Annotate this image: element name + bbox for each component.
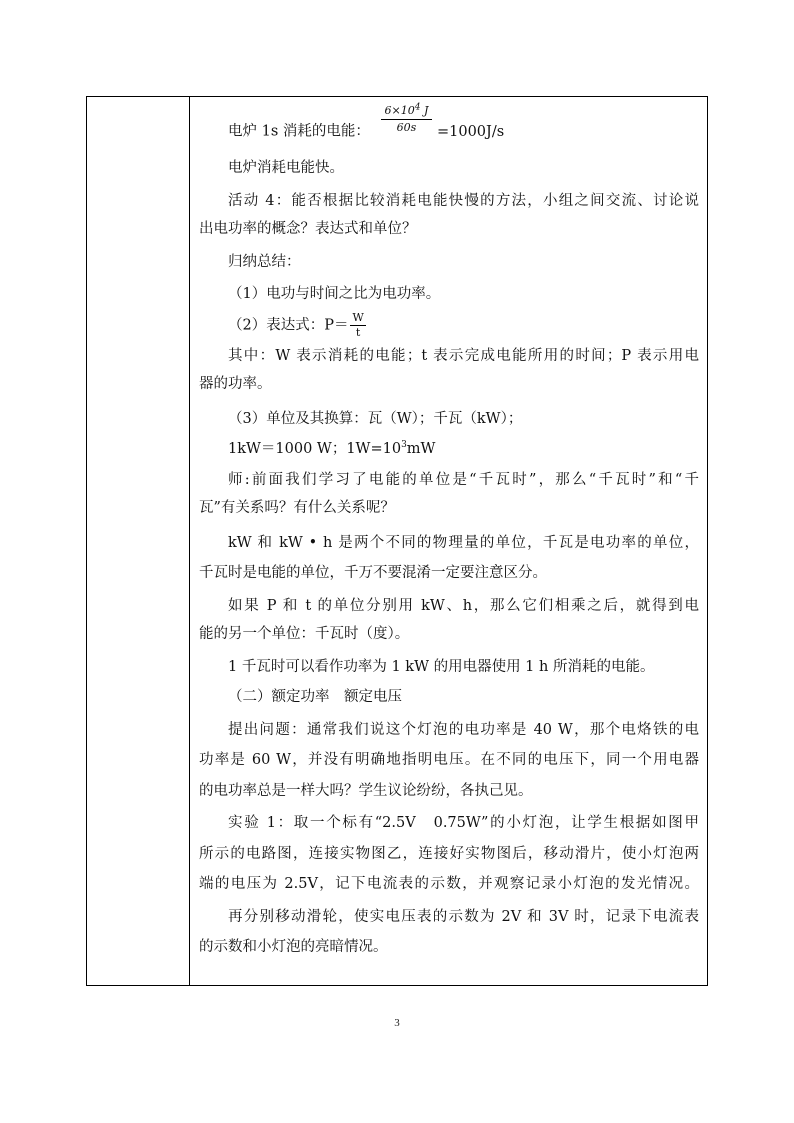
fraction-numerator: W bbox=[352, 310, 364, 324]
exponent: 3 bbox=[401, 440, 407, 451]
numerator-base: 6×10 bbox=[384, 104, 415, 117]
text-span: 1kW＝1000 W；1W=10 bbox=[228, 441, 402, 457]
fraction-numerator bbox=[381, 103, 433, 120]
text-line: 的示数和小灯泡的亮暗情况。 bbox=[199, 939, 388, 955]
text-line: 如果 P 和 t 的单位分别用 kW、h，那么它们相乘之后，就得到电 bbox=[228, 597, 699, 614]
text-line: kW 和 kW • h 是两个不同的物理量的单位，千瓦是电功率的单位， bbox=[228, 534, 699, 551]
numerator-exponent: 4 bbox=[414, 102, 421, 113]
text-span: mW bbox=[406, 441, 436, 457]
text-span: （2）表达式：P＝ bbox=[228, 317, 349, 333]
fraction-denominator: t bbox=[355, 325, 361, 339]
text-line: 端的电压为 2.5V，记下电流表的示数，并观察记录小灯泡的发光情况。 bbox=[199, 876, 699, 892]
text-line: 所示的电路图，连接实物图乙，连接好实物图后，移动滑片，使小灯泡两 bbox=[199, 845, 699, 862]
text-line: 1 千瓦时可以看作功率为 1 kW 的用电器使用 1 h 所消耗的电能。 bbox=[228, 658, 655, 675]
lesson-content-cell bbox=[191, 97, 707, 962]
text-line: （3）单位及其换算：瓦（W）；千瓦（kW）； bbox=[228, 410, 523, 427]
section-heading: （二）额定功率 额定电压 bbox=[228, 689, 402, 705]
column-divider bbox=[189, 97, 190, 985]
page-number: 3 bbox=[394, 1017, 400, 1029]
text-line: 能的另一个单位：千瓦时（度）。 bbox=[199, 626, 410, 642]
numerator-unit: J bbox=[420, 104, 429, 117]
text-line bbox=[199, 435, 699, 464]
fraction-denominator: 60s bbox=[396, 121, 417, 134]
text-line: 师:前面我们学习了电能的单位是“千瓦时”，那么“千瓦时”和“千 bbox=[228, 471, 699, 488]
text-line: 归纳总结： bbox=[228, 253, 301, 270]
text-line: 其中：W 表示消耗的电能；t 表示完成电能所用的时间；P 表示用电 bbox=[228, 347, 699, 364]
power-formula-fraction bbox=[350, 311, 365, 340]
energy-fraction bbox=[381, 103, 433, 136]
text-line: （1）电功与时间之比为电功率。 bbox=[228, 286, 441, 302]
text-line: 的电功率总是一样大吗？学生议论纷纷，各执己见。 bbox=[199, 782, 533, 799]
text-line bbox=[199, 311, 699, 340]
text-line: 实验 1：取一个标有“2.5V 0.75W”的小灯泡，让学生根据如图甲 bbox=[228, 815, 699, 831]
text-line: 提出问题：通常我们说这个灯泡的电功率是 40 W，那个电烙铁的电 bbox=[228, 721, 699, 738]
text-span: 电炉 1s 消耗的电能： bbox=[228, 123, 370, 140]
text-line: 器的功率。 bbox=[199, 376, 272, 392]
text-line: 活动 4：能否根据比较消耗电能快慢的方法，小组之间交流、讨论说 bbox=[228, 192, 699, 209]
text-line: 电炉消耗电能快。 bbox=[228, 160, 344, 176]
text-line: 千瓦时是电能的单位，千万不要混淆一定要注意区分。 bbox=[199, 565, 547, 581]
text-line: 再分别移动滑轮，使实电压表的示数为 2V 和 3V 时，记录下电流表 bbox=[228, 908, 699, 925]
text-line: 瓦”有关系吗？有什么关系呢？ bbox=[199, 500, 395, 516]
lesson-table bbox=[86, 96, 708, 986]
text-span: =1000J/s bbox=[436, 123, 505, 140]
text-line: 功率是 60 W，并没有明确地指明电压。在不同的电压下，同一个用电器 bbox=[199, 752, 699, 768]
text-line: 出电功率的概念？表达式和单位？ bbox=[199, 221, 417, 237]
